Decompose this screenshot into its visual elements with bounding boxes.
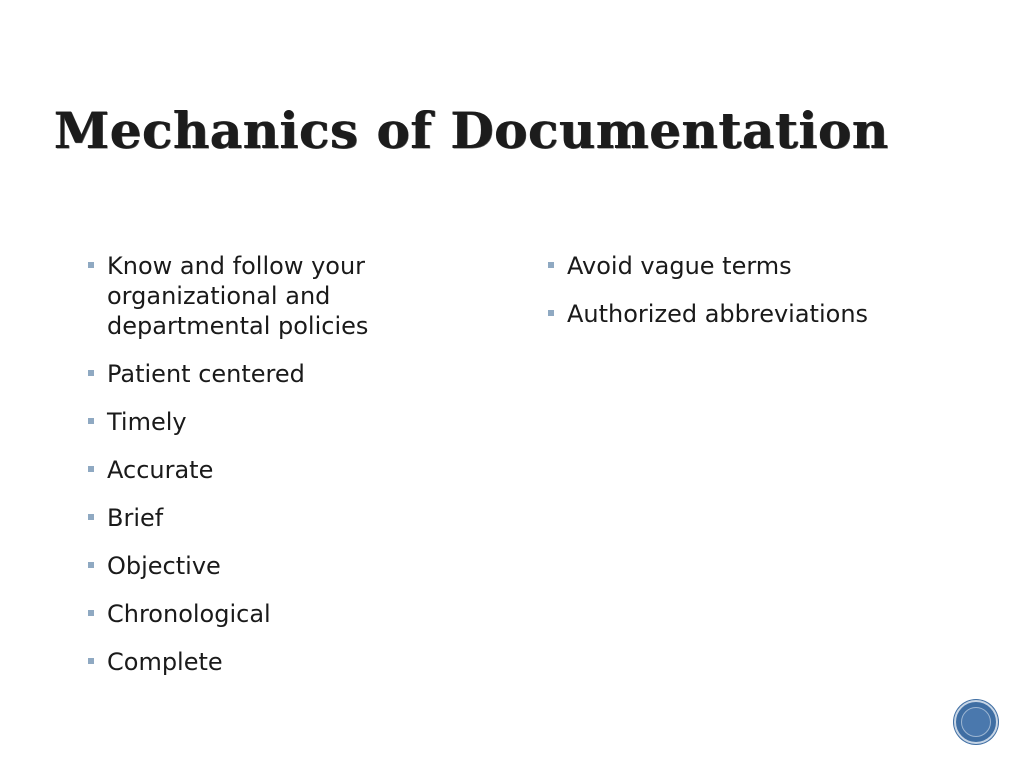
list-item bbox=[546, 251, 986, 281]
circle-icon bbox=[961, 707, 991, 737]
list-item-text: Complete bbox=[107, 648, 223, 676]
list-item-text: Authorized abbreviations bbox=[567, 300, 869, 328]
square-bullet-icon bbox=[88, 262, 94, 268]
list-item bbox=[86, 359, 486, 389]
list-item bbox=[86, 551, 486, 581]
list-item bbox=[86, 503, 486, 533]
square-bullet-icon bbox=[88, 658, 94, 664]
list-item-text: Avoid vague terms bbox=[567, 252, 792, 280]
square-bullet-icon bbox=[548, 310, 554, 316]
square-bullet-icon bbox=[88, 610, 94, 616]
list-item bbox=[86, 407, 486, 437]
list-item-text: Know and follow your organizational and departmental policies bbox=[107, 252, 369, 340]
square-bullet-icon bbox=[88, 466, 94, 472]
list-item-text: Patient centered bbox=[107, 360, 305, 388]
square-bullet-icon bbox=[88, 514, 94, 520]
slide-title: Mechanics of Documentation bbox=[54, 101, 889, 160]
list-item-text: Accurate bbox=[107, 456, 214, 484]
right-bullet-list bbox=[546, 251, 986, 347]
list-item bbox=[86, 647, 486, 677]
list-item bbox=[86, 251, 486, 341]
square-bullet-icon bbox=[88, 370, 94, 376]
left-bullet-list bbox=[86, 251, 486, 695]
list-item bbox=[86, 455, 486, 485]
square-bullet-icon bbox=[88, 562, 94, 568]
square-bullet-icon bbox=[548, 262, 554, 268]
list-item-text: Chronological bbox=[107, 600, 271, 628]
list-item bbox=[546, 299, 986, 329]
square-bullet-icon bbox=[88, 418, 94, 424]
list-item bbox=[86, 599, 486, 629]
list-item-text: Brief bbox=[107, 504, 164, 532]
list-item-text: Timely bbox=[107, 408, 187, 436]
slide-nav-button[interactable] bbox=[954, 700, 998, 744]
list-item-text: Objective bbox=[107, 552, 221, 580]
